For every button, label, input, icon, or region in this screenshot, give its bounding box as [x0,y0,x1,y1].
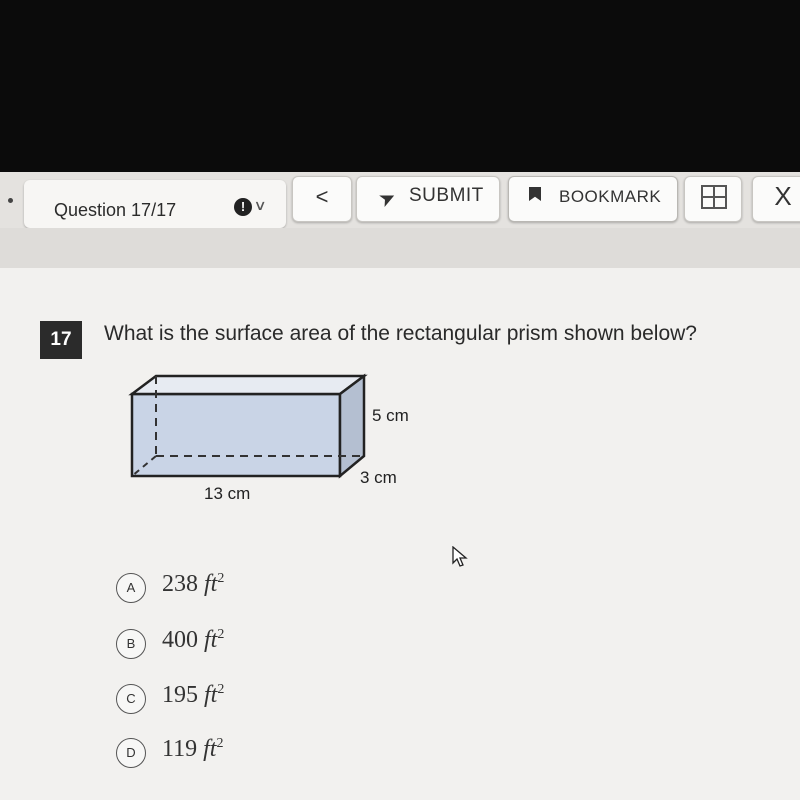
send-icon: ➤ [375,185,400,213]
back-button[interactable]: < [292,176,352,222]
prism-front-face [132,394,340,476]
bookmark-icon [529,187,541,201]
submit-label: SUBMIT [409,185,484,206]
chevron-down-icon[interactable]: ∨ [253,197,267,213]
choice-answer: 238 $ft^2$ [162,571,225,597]
prism-diagram [120,370,450,510]
bookmark-button[interactable] [508,176,678,222]
choice-bubble[interactable]: A [116,573,146,603]
submit-button[interactable] [356,176,500,222]
choice-answer: 400 $ft^2$ [162,627,225,653]
grid-icon [701,185,727,209]
choice-answer: 119 $ft^2$ [162,736,224,762]
question-number-badge: 17 [40,321,82,359]
length-label: 13 cm [204,484,251,503]
close-button[interactable]: X [752,176,800,222]
toolbar-divider [0,228,800,268]
cursor-icon [452,546,468,568]
question-counter: Question 17/17 [54,200,177,220]
toolbar [0,172,800,228]
prism-side-face [340,376,364,476]
prism-top-face [132,376,364,394]
question-navigator[interactable] [24,180,286,228]
choice-answer: 195 $ft^2$ [162,682,225,708]
height-label: 5 cm [372,406,409,425]
depth-label: 3 cm [360,468,397,487]
choice-bubble[interactable]: B [116,629,146,659]
question-text: What is the surface area of the rectangular prism shown below? [104,322,697,345]
bookmark-label: BOOKMARK [559,187,662,206]
quiz-screen [0,172,800,800]
flag-icon[interactable]: ! [234,198,252,216]
choice-bubble[interactable]: D [116,738,146,768]
choice-bubble[interactable]: C [116,684,146,714]
calculator-grid-button[interactable] [684,176,742,222]
menu-dot-icon [8,198,13,203]
prism-figure [120,370,450,510]
